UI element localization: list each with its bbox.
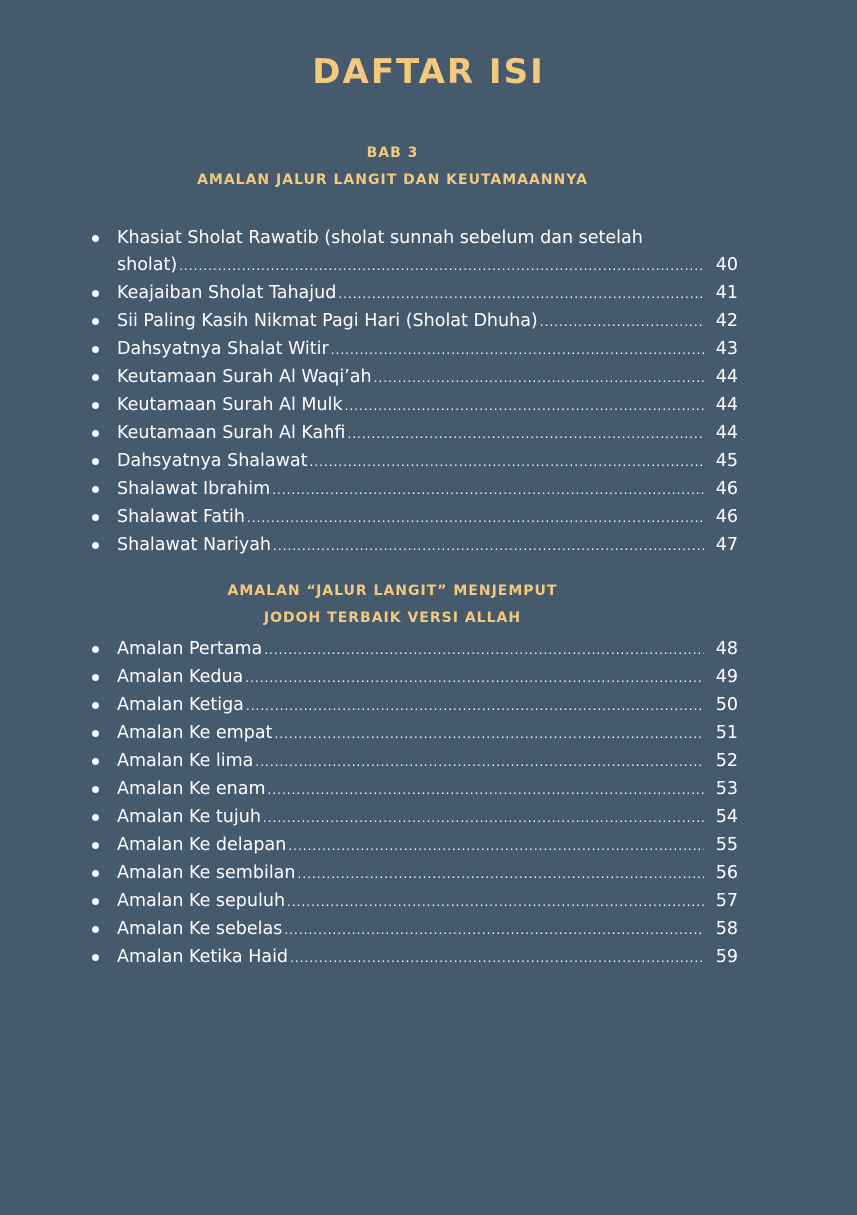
toc-item[interactable] (88, 776, 738, 804)
section2-heading-line1: AMALAN “JALUR LANGIT” MENJEMPUT (227, 583, 558, 599)
section1-heading-line2: AMALAN JALUR LANGIT DAN KEUTAMAANNYA (197, 172, 588, 188)
toc-item-label: Amalan Ke tujuh (117, 807, 261, 827)
toc-item-page: 42 (715, 311, 738, 331)
toc-item-label-line1: Khasiat Sholat Rawatib (sholat sunnah sebelum dan setelah (117, 228, 643, 248)
toc-item-page: 43 (715, 339, 738, 359)
toc-item-label: Keajaiban Sholat Tahajud (117, 283, 337, 303)
toc-item-label: Amalan Ketika Haid (117, 947, 289, 967)
toc-item[interactable] (88, 504, 738, 532)
toc-item-page: 46 (715, 479, 738, 499)
toc-item-page: 58 (715, 919, 738, 939)
toc-item[interactable] (88, 944, 738, 972)
toc-item-page: 54 (715, 807, 738, 827)
dot-leader (247, 505, 704, 532)
toc-item[interactable] (88, 476, 738, 504)
toc-item-label: Amalan Pertama (117, 639, 263, 659)
section1-heading-line1: BAB 3 (366, 145, 419, 161)
toc-item[interactable] (88, 720, 738, 748)
toc-item-page: 59 (715, 947, 738, 967)
toc-item[interactable] (88, 420, 738, 448)
toc-item-page: 55 (715, 835, 738, 855)
toc-item[interactable] (88, 392, 738, 420)
toc-item-page: 53 (715, 779, 738, 799)
toc-item-label: Amalan Ke enam (117, 779, 266, 799)
dot-leader (540, 309, 704, 336)
dot-leader (338, 281, 704, 308)
toc-item[interactable] (88, 280, 738, 308)
dot-leader (179, 253, 704, 280)
dot-leader (264, 637, 704, 664)
toc-item-label: Dahsyatnya Shalawat (117, 451, 308, 471)
toc-item-page: 49 (715, 667, 738, 687)
toc-item-page: 50 (715, 695, 738, 715)
dot-leader (284, 917, 704, 944)
toc-item-page: 52 (715, 751, 738, 771)
toc-item-label: Amalan Ke sepuluh (117, 891, 286, 911)
toc-item-label: Amalan Ke empat (117, 723, 273, 743)
section2-toc-list (88, 636, 738, 972)
toc-item-label: Shalawat Nariyah (117, 535, 272, 555)
dot-leader (310, 449, 705, 476)
toc-item-page: 48 (715, 639, 738, 659)
toc-item-label: Keutamaan Surah Al Mulk (117, 395, 343, 415)
section2-heading (0, 578, 785, 632)
toc-item-label: Keutamaan Surah Al Waqi’ah (117, 367, 372, 387)
toc-item-page: 41 (715, 283, 738, 303)
toc-item-label: Amalan Ketiga (117, 695, 244, 715)
toc-item-page: 44 (715, 423, 738, 443)
toc-item[interactable] (88, 860, 738, 888)
dot-leader (245, 665, 704, 692)
toc-item-label: Sii Paling Kasih Nikmat Pagi Hari (Sholat Dhuha) (117, 311, 538, 331)
dot-leader (263, 805, 704, 832)
toc-item-page: 47 (715, 535, 738, 555)
toc-item[interactable] (88, 532, 738, 560)
page-title: DAFTAR ISI (312, 52, 545, 92)
toc-item-page: 57 (715, 891, 738, 911)
section2-heading-line2: JODOH TERBAIK VERSI ALLAH (263, 610, 522, 626)
toc-item-label: sholat) (117, 255, 178, 275)
toc-item-page: 46 (715, 507, 738, 527)
dot-leader (288, 833, 704, 860)
toc-item[interactable] (88, 448, 738, 476)
toc-item-page: 40 (715, 255, 738, 275)
toc-item-label: Amalan Ke sebelas (117, 919, 283, 939)
toc-item-label: Amalan Ke lima (117, 751, 254, 771)
toc-item-label: Amalan Ke delapan (117, 835, 287, 855)
toc-item[interactable] (88, 888, 738, 916)
toc-item-page: 51 (715, 723, 738, 743)
dot-leader (331, 337, 704, 364)
toc-item-label: Shalawat Ibrahim (117, 479, 271, 499)
toc-item-page: 44 (715, 367, 738, 387)
toc-item-label: Amalan Kedua (117, 667, 244, 687)
dot-leader (347, 421, 704, 448)
dot-leader (287, 889, 704, 916)
toc-item[interactable] (88, 225, 738, 280)
dot-leader (246, 693, 704, 720)
dot-leader (268, 777, 704, 804)
toc-item[interactable] (88, 664, 738, 692)
toc-item[interactable] (88, 692, 738, 720)
dot-leader (255, 749, 704, 776)
dot-leader (298, 861, 705, 888)
toc-item-page: 44 (715, 395, 738, 415)
dot-leader (345, 393, 704, 420)
section1-heading (0, 140, 785, 194)
toc-item-label: Dahsyatnya Shalat Witir (117, 339, 329, 359)
toc-item-page: 56 (715, 863, 738, 883)
toc-item[interactable] (88, 364, 738, 392)
toc-item-label: Amalan Ke sembilan (117, 863, 296, 883)
toc-item[interactable] (88, 636, 738, 664)
dot-leader (274, 721, 704, 748)
dot-leader (290, 945, 704, 972)
toc-item-page: 45 (715, 451, 738, 471)
dot-leader (273, 533, 704, 560)
toc-item-label: Keutamaan Surah Al Kahfi (117, 423, 346, 443)
toc-item[interactable] (88, 748, 738, 776)
toc-item[interactable] (88, 804, 738, 832)
toc-item[interactable] (88, 916, 738, 944)
toc-item[interactable] (88, 336, 738, 364)
dot-leader (374, 365, 704, 392)
dot-leader (272, 477, 704, 504)
toc-item-label: Shalawat Fatih (117, 507, 245, 527)
section1-toc-list (88, 225, 738, 560)
toc-item[interactable] (88, 308, 738, 336)
toc-item[interactable] (88, 832, 738, 860)
